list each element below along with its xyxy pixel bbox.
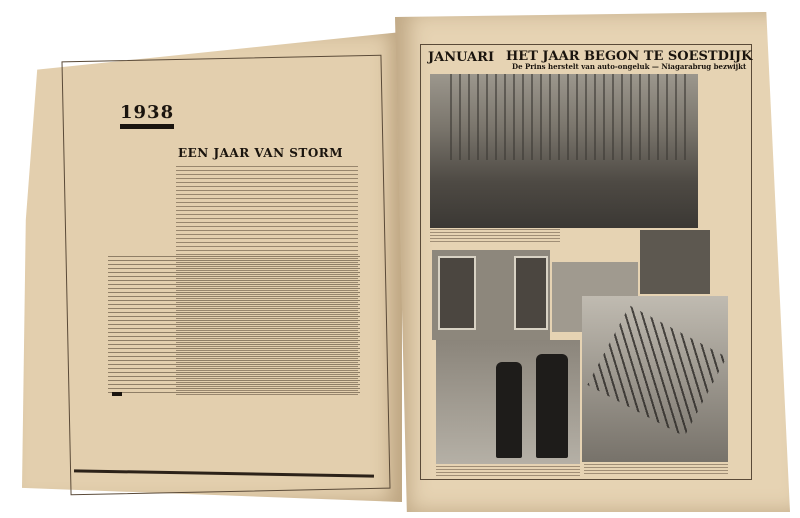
article-text-body xyxy=(108,256,360,396)
bridge-wreck xyxy=(587,305,726,436)
photo-men-walking xyxy=(436,340,580,464)
page-subtitle: De Prins herstelt van auto-ongeluk — Niagarabrug bezwijkt xyxy=(512,62,747,71)
end-mark xyxy=(112,392,122,396)
person xyxy=(536,354,568,458)
month-heading: JANUARI xyxy=(428,50,495,65)
person xyxy=(496,362,522,458)
photo-collapsed-bridge xyxy=(582,296,728,462)
photo-building xyxy=(432,250,550,340)
caption-crowd xyxy=(430,229,560,243)
page-title: HET JAAR BEGON TE SOESTDIJK xyxy=(506,49,753,64)
caption-bridge xyxy=(584,464,728,474)
article-headline: EEN JAAR VAN STORM xyxy=(178,146,344,160)
window xyxy=(438,256,476,330)
photo-portrait xyxy=(640,230,710,294)
year-underline xyxy=(120,124,174,129)
photo-trees xyxy=(450,74,690,160)
caption-men xyxy=(436,466,580,476)
photo-crowd xyxy=(430,74,698,228)
year-heading: 1938 xyxy=(120,102,175,123)
window xyxy=(514,256,548,330)
